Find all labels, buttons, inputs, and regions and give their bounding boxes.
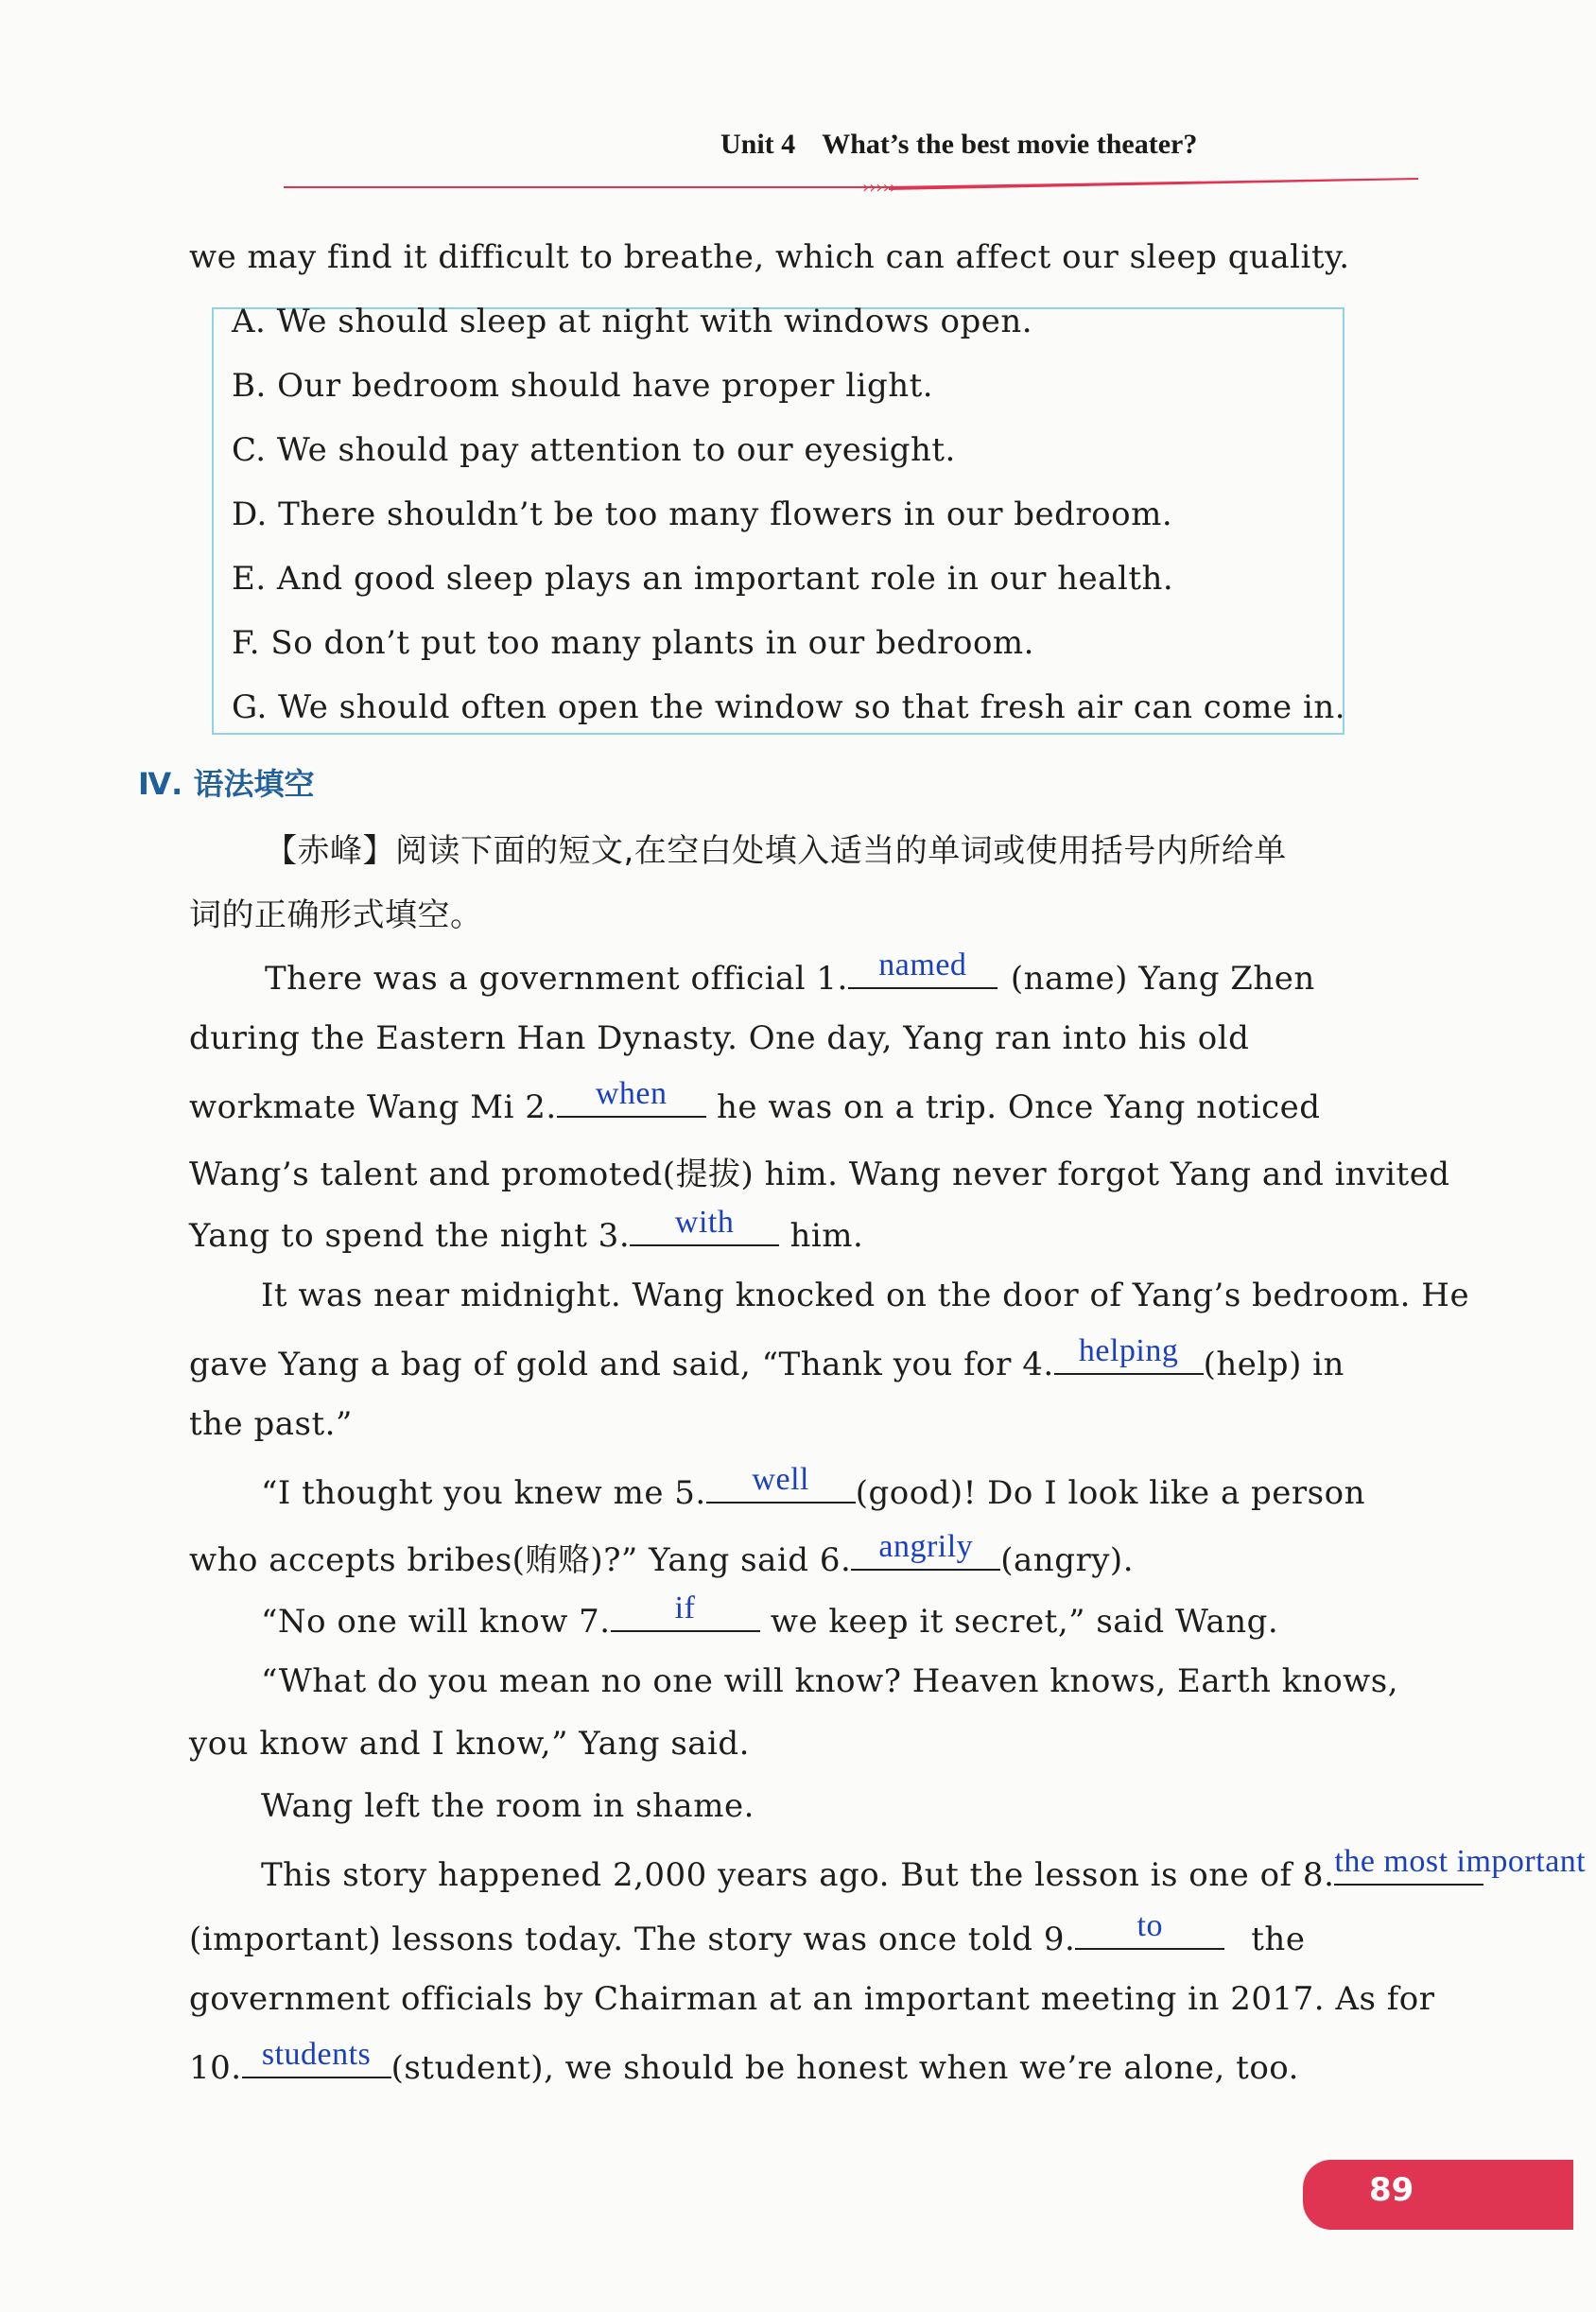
blank-9[interactable]: [1075, 1908, 1224, 1950]
answer-10: students: [261, 2037, 372, 2072]
passage-line: Wang left the room in shame.: [261, 1787, 755, 1825]
passage-text: workmate Wang Mi 2.: [189, 1088, 557, 1126]
passage-line: [189, 1205, 864, 1255]
passage-line: “What do you mean no one will know? Heaven knows, Earth knows,: [261, 1662, 1399, 1700]
instruction-line-2: 词的正确形式填空。: [189, 896, 483, 934]
answer-2: when: [595, 1076, 668, 1111]
passage-line: [261, 1844, 1587, 1894]
option-g: G. We should often open the window so that fresh air can come in.: [232, 688, 1346, 726]
passage-line: [261, 1462, 1365, 1512]
blank-7[interactable]: [611, 1591, 760, 1632]
blank-5[interactable]: [706, 1462, 856, 1504]
blank-1[interactable]: [848, 947, 998, 989]
passage-line: [189, 1333, 1344, 1383]
passage-line: government officials by Chairman at an important meeting in 2017. As for: [189, 1980, 1435, 2018]
answer-1: named: [878, 947, 967, 982]
answer-9: to: [1136, 1908, 1163, 1943]
passage-text: There was a government official 1.: [265, 960, 848, 998]
unit-label: Unit 4: [720, 129, 796, 160]
passage-text: (name) Yang Zhen: [1010, 960, 1315, 998]
passage-text: who accepts bribes(贿赂)?” Yang said 6.: [189, 1541, 852, 1579]
answer-8: the most important: [1334, 1844, 1587, 1879]
passage-text: he was on a trip. Once Yang noticed: [717, 1088, 1321, 1126]
answer-7: if: [674, 1591, 696, 1625]
passage-text: 10.: [189, 2049, 242, 2087]
header-decoration: [284, 176, 1418, 195]
answer-5: well: [752, 1462, 809, 1497]
passage-line: [189, 1908, 1306, 1958]
blank-2[interactable]: [557, 1076, 706, 1118]
passage-text: (important) lessons today. The story was once told 9.: [189, 1921, 1076, 1958]
option-c: C. We should pay attention to our eyesight.: [232, 431, 956, 469]
blank-4[interactable]: [1054, 1333, 1204, 1375]
passage-text: “No one will know 7.: [261, 1603, 611, 1641]
passage-line: during the Eastern Han Dynasty. One day, Yang ran into his old: [189, 1019, 1250, 1057]
passage-text: (good)! Do I look like a person: [855, 1474, 1365, 1512]
passage-line: [189, 1076, 1321, 1126]
blank-10[interactable]: [242, 2037, 391, 2078]
page-number: 89: [1369, 2171, 1414, 2209]
passage-line: [189, 1529, 1134, 1580]
passage-text: (help) in: [1203, 1346, 1344, 1383]
passage-line: [189, 2037, 1299, 2087]
blank-3[interactable]: [630, 1205, 779, 1246]
option-b: B. Our bedroom should have proper light.: [232, 367, 934, 405]
option-f: F. So don’t put too many plants in our bedroom.: [232, 624, 1034, 662]
svg-text:›››››: ›››››: [862, 178, 896, 195]
answer-6: angrily: [878, 1529, 974, 1564]
answer-3: with: [674, 1205, 735, 1240]
passage-text: Yang to spend the night 3.: [189, 1217, 631, 1255]
instruction-line-1: 【赤峰】阅读下面的短文,在空白处填入适当的单词或使用括号内所给单: [265, 832, 1287, 870]
option-e: E. And good sleep plays an important role in our health.: [232, 560, 1174, 598]
answer-4: helping: [1078, 1333, 1179, 1368]
passage-text: the: [1251, 1921, 1306, 1958]
passage-text: (angry).: [1000, 1541, 1134, 1579]
passage-line: you know and I know,” Yang said.: [189, 1725, 750, 1763]
passage-text: we keep it secret,” said Wang.: [770, 1603, 1279, 1641]
blank-8[interactable]: [1334, 1844, 1587, 1886]
passage-line: the past.”: [189, 1405, 353, 1443]
option-a: A. We should sleep at night with windows open.: [232, 303, 1033, 340]
passage-text: “I thought you knew me 5.: [261, 1474, 706, 1512]
passage-text: him.: [789, 1217, 864, 1255]
passage-text: gave Yang a bag of gold and said, “Thank you for 4.: [189, 1346, 1054, 1383]
blank-6[interactable]: [851, 1529, 1000, 1571]
running-header: [720, 129, 1197, 161]
unit-title: What’s the best movie theater?: [822, 129, 1198, 160]
passage-line: [261, 1591, 1279, 1641]
section-title: Ⅳ. 语法填空: [138, 766, 315, 802]
passage-line: It was near midnight. Wang knocked on the door of Yang’s bedroom. He: [261, 1277, 1470, 1314]
passage-text: (student), we should be honest when we’re alone, too.: [390, 2049, 1299, 2087]
intro-line: we may find it difficult to breathe, which can affect our sleep quality.: [189, 238, 1350, 276]
passage-line: [265, 947, 1423, 998]
page-number-badge: [1303, 2160, 1573, 2230]
passage-text: This story happened 2,000 years ago. But the lesson is one of 8.: [261, 1856, 1335, 1894]
option-d: D. There shouldn’t be too many flowers in our bedroom.: [232, 495, 1173, 533]
passage-line: Wang’s talent and promoted(提拔) him. Wang never forgot Yang and invited: [189, 1156, 1450, 1193]
